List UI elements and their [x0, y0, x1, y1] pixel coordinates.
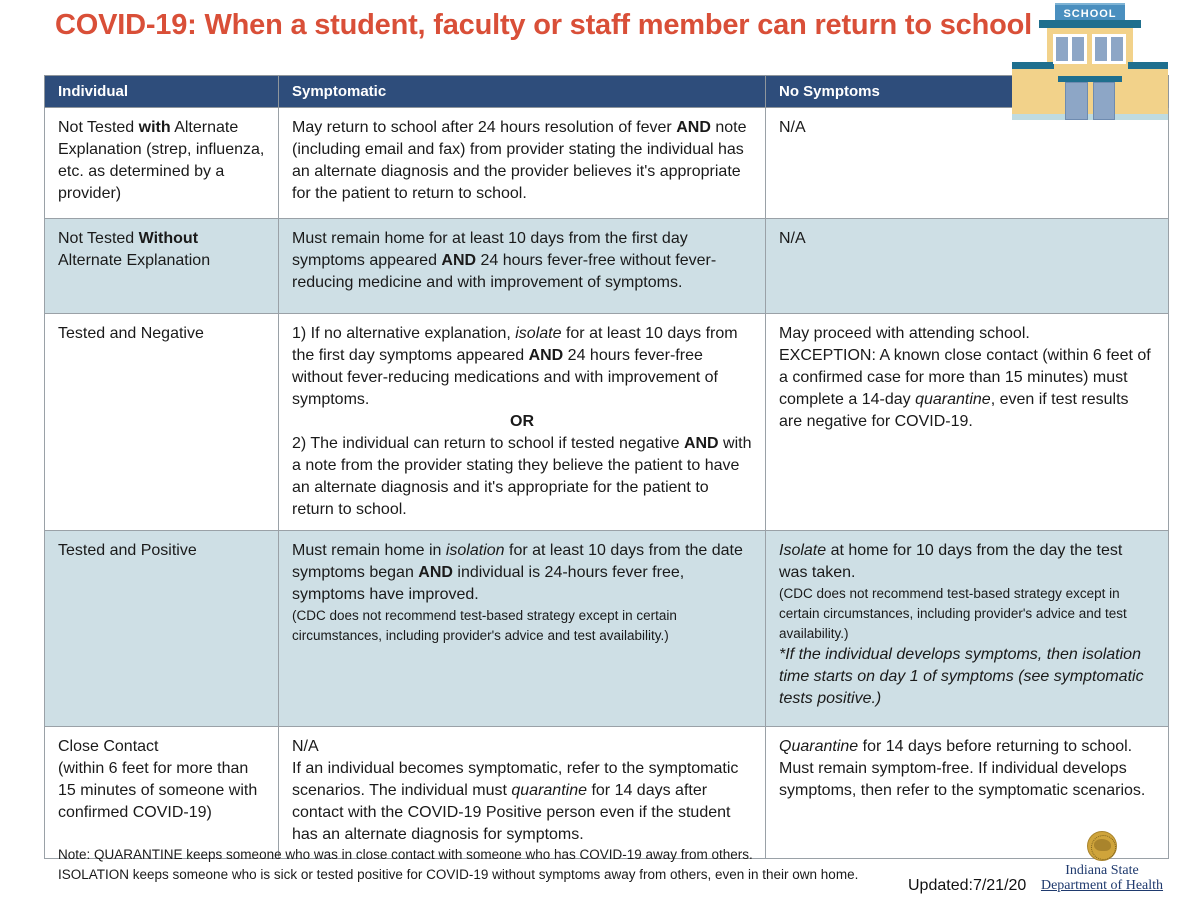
table-row — [45, 531, 1169, 727]
cell-symptomatic: 1) If no alternative explanation, isolate for at least 10 days from the first day symptoms appeared AND 24 hours fever-free without fever-reducing medications and with improvement of symptoms. OR 2) The individual can return to school if tested negative AND with a note from the provider stating they believe the patient to have an alternate diagnosis and it's appropriate for the patient to return to school. — [279, 314, 766, 531]
agency-name-line1: Indiana State — [1065, 863, 1139, 878]
cell-individual: Not Tested with Alternate Explanation (strep, influenza, etc. as determined by a provider) — [45, 108, 279, 219]
table-header-row — [45, 76, 1169, 108]
table-row — [45, 219, 1169, 314]
cell-symptomatic: N/A If an individual becomes symptomatic, refer to the symptomatic scenarios. The individual must quarantine for 14 days after contact with the COVID-19 Positive person even if the student has an alternate diagnosis for symptoms. — [279, 727, 766, 859]
quarantine-note: Note: QUARANTINE keeps someone who was in close contact with someone who has COVID-19 away from others. — [58, 847, 753, 862]
cell-no-symptoms: Quarantine for 14 days before returning to school. Must remain symptom-free. If individual develops symptoms, then refer to the symptomatic scenarios. — [766, 727, 1169, 859]
cell-individual: Close Contact (within 6 feet for more than 15 minutes of someone with confirmed COVID-19) — [45, 727, 279, 859]
table-row — [45, 727, 1169, 859]
agency-name-link[interactable]: Department of Health — [1040, 878, 1164, 893]
table-row — [45, 314, 1169, 531]
table-row — [45, 108, 1169, 219]
page-title: COVID-19: When a student, faculty or staff member can return to school — [55, 9, 1032, 41]
school-roof-band — [1039, 20, 1141, 28]
column-header-symptomatic: Symptomatic — [279, 76, 766, 108]
isolation-note: ISOLATION keeps someone who is sick or tested positive for COVID-19 without symptoms away from others, even in their own home. — [58, 867, 859, 882]
column-header-no-symptoms: No Symptoms — [766, 76, 1169, 108]
cell-individual: Not Tested Without Alternate Explanation — [45, 219, 279, 314]
cell-symptomatic: Must remain home for at least 10 days from the first day symptoms appeared AND 24 hours fever-free without fever-reducing medicine and with improvement of symptoms. — [279, 219, 766, 314]
cell-individual: Tested and Positive — [45, 531, 279, 727]
school-right-wing — [1132, 68, 1168, 114]
school-left-wing — [1012, 68, 1050, 114]
return-to-school-table — [44, 75, 1168, 859]
school-windows-left — [1053, 34, 1087, 64]
school-windows-right — [1092, 34, 1126, 64]
column-header-individual: Individual — [45, 76, 279, 108]
school-left-roof — [1012, 62, 1054, 69]
cell-no-symptoms: May proceed with attending school. EXCEPTION: A known close contact (within 6 feet of a confirmed case for more than 15 minutes) must complete a 14-day quarantine, even if test results are negative for COVID-19. — [766, 314, 1169, 531]
school-building-icon — [1012, 0, 1168, 120]
cell-no-symptoms: Isolate at home for 10 days from the day the test was taken. (CDC does not recommend test-based strategy except in certain circumstances, including provider's advice and test availability.) *If the individual develops symptoms, then isolation time starts on day 1 of symptoms (see symptomatic tests positive.) — [766, 531, 1169, 727]
cell-no-symptoms: N/A — [766, 108, 1169, 219]
agency-logo[interactable] — [1032, 831, 1172, 894]
cell-no-symptoms: N/A — [766, 219, 1169, 314]
school-doors — [1065, 82, 1115, 120]
state-seal-icon — [1087, 831, 1117, 861]
updated-date: Updated:7/21/20 — [908, 877, 1027, 894]
cell-individual: Tested and Negative — [45, 314, 279, 531]
cell-symptomatic: May return to school after 24 hours resolution of fever AND note (including email and fax) from provider stating the individual has an alternate diagnosis and the provider believes it's appropriate for the patient to return to school. — [279, 108, 766, 219]
school-right-roof — [1128, 62, 1168, 69]
footnotes — [58, 845, 858, 885]
cell-symptomatic: Must remain home in isolation for at least 10 days from the date symptoms began AND individual is 24-hours fever free, symptoms have improved. (CDC does not recommend test-based strategy except in certain circumstances, including provider's advice and test availability.) — [279, 531, 766, 727]
school-sign-label: SCHOOL — [1055, 3, 1125, 22]
